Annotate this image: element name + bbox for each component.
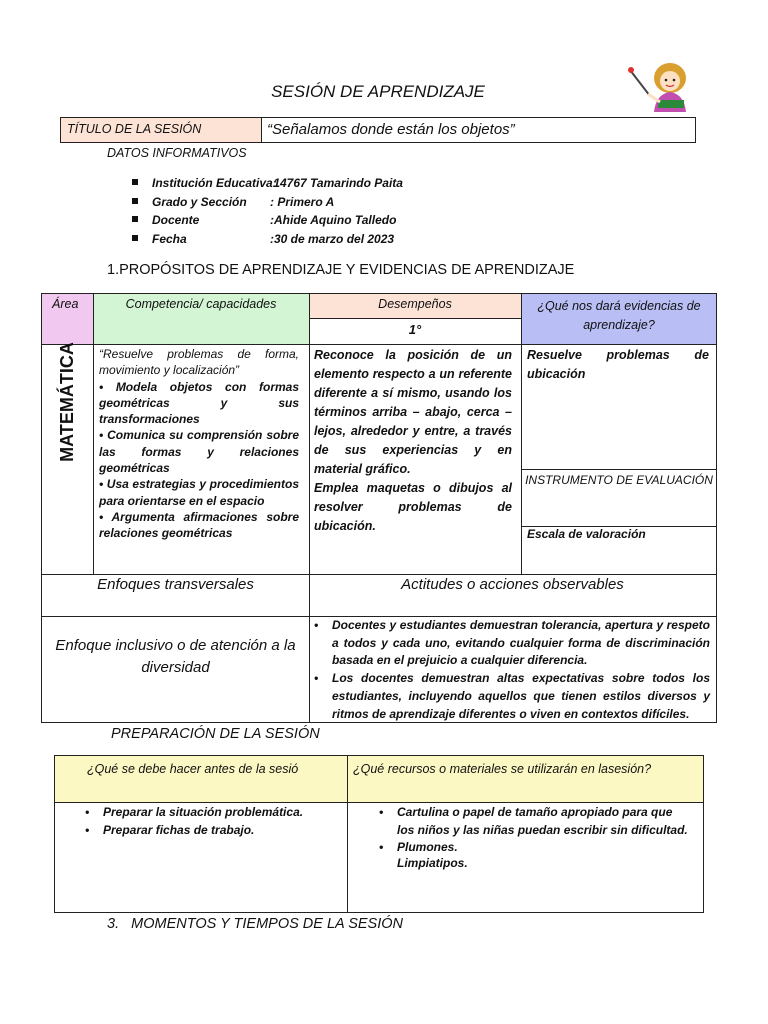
col-competencia: Competencia/ capacidades — [125, 297, 277, 311]
recursos-item: • Cartulina o papel de tamaño apropiado para que los niños y las niñas puedan escribir sin dificultad. — [375, 804, 691, 839]
col-antes: ¿Qué se debe hacer antes de la sesió — [87, 762, 299, 776]
desempenos-cell — [314, 346, 512, 536]
session-label: TÍTULO DE LA SESIÓN — [67, 122, 202, 136]
datos-item: Institución Educativa: 14767 Tamarindo Paita — [132, 174, 472, 193]
col-grade: 1° — [408, 322, 422, 337]
capacidad-item: • Comunica su comprensión sobre las formas y relaciones geométricas — [99, 428, 299, 476]
desempeno-1: Reconoce la posición de un elemento respecto a un referente diferente a sí mismo, usando los términos arriba – abajo, cerca – lejos, alrededor y entre, a través de sus experiencias y en material gráfico. — [314, 348, 512, 476]
antes-item: • Preparar fichas de trabajo. — [81, 822, 343, 840]
datos-item: Fecha :30 de marzo del 2023 — [132, 230, 472, 249]
session-title: “Señalamos donde están los objetos” — [267, 121, 515, 138]
section1-heading: 1.PROPÓSITOS DE APRENDIZAJE Y EVIDENCIAS DE APRENDIZAJE — [107, 262, 575, 278]
section3-heading: 3. MOMENTOS Y TIEMPOS DE LA SESIÓN — [107, 916, 403, 932]
capacidad-item: • Usa estrategias y procedimientos para orientarse en el espacio — [99, 477, 299, 508]
recursos-item: • Plumones. — [375, 839, 691, 857]
purposes-table — [41, 293, 717, 723]
col-area: Área — [52, 297, 79, 311]
capacidad-item: • Modela objetos con formas geométricas y sus transformaciones — [99, 379, 299, 427]
actitudes-list — [310, 617, 710, 723]
competencia-cell — [99, 346, 299, 542]
page-title: SESIÓN DE APRENDIZAJE — [271, 82, 485, 101]
instrumento-label: INSTRUMENTO DE EVALUACIÓN — [525, 473, 713, 487]
recursos-list — [375, 804, 691, 857]
col-recursos: ¿Qué recursos o materiales se utilizarán en lasesión? — [353, 762, 652, 776]
antes-item: • Preparar la situación problemática. — [81, 804, 343, 822]
session-title-row — [60, 117, 696, 143]
datos-item: Grado y Sección : Primero A — [132, 193, 472, 212]
capacidad-item: • Argumenta afirmaciones sobre relaciones geométricas — [99, 509, 299, 541]
preparacion-table — [54, 755, 704, 913]
area-name: MATEMÁTICA — [57, 342, 77, 462]
instrumento-value: Escala de valoración — [527, 527, 646, 541]
col-desempenos: Desempeños — [378, 297, 452, 311]
evidencia-text: Resuelve problemas de ubicación — [527, 348, 709, 381]
competencia-title: “Resuelve problemas de forma, movimiento y localización” — [99, 347, 299, 378]
datos-heading: DATOS INFORMATIVOS — [107, 146, 247, 160]
antes-list — [81, 804, 343, 839]
recursos-extra: Limpiatipos. — [397, 856, 468, 870]
enfoques-label: Enfoques transversales — [97, 576, 254, 593]
col-evidencias: ¿Qué nos dará evidencias de aprendizaje? — [537, 299, 701, 332]
enfoque-text: Enfoque inclusivo o de atención a la diversidad — [55, 637, 296, 676]
actitud-item: • Los docentes demuestran altas expectativas sobre todos los estudiantes, incluyendo aquellos que tienen estilos diversos y ritmos de aprendizaje diferentes o viven en contextos difíciles. — [310, 670, 710, 723]
preparacion-heading: PREPARACIÓN DE LA SESIÓN — [111, 726, 320, 742]
actitud-item: • Docentes y estudiantes demuestran tolerancia, apertura y respeto a todos y cada uno, evitando cualquier forma de discriminación basada en el prejuicio a cualquier diferencia. — [310, 617, 710, 670]
datos-list — [132, 174, 472, 248]
actitudes-label: Actitudes o acciones observables — [401, 576, 624, 593]
session-label-cell — [61, 118, 262, 142]
desempeno-2: Emplea maquetas o dibujos al resolver problemas de ubicación. — [314, 481, 512, 533]
teacher-icon — [628, 60, 692, 114]
datos-item: Docente :Ahide Aquino Talledo — [132, 211, 472, 230]
